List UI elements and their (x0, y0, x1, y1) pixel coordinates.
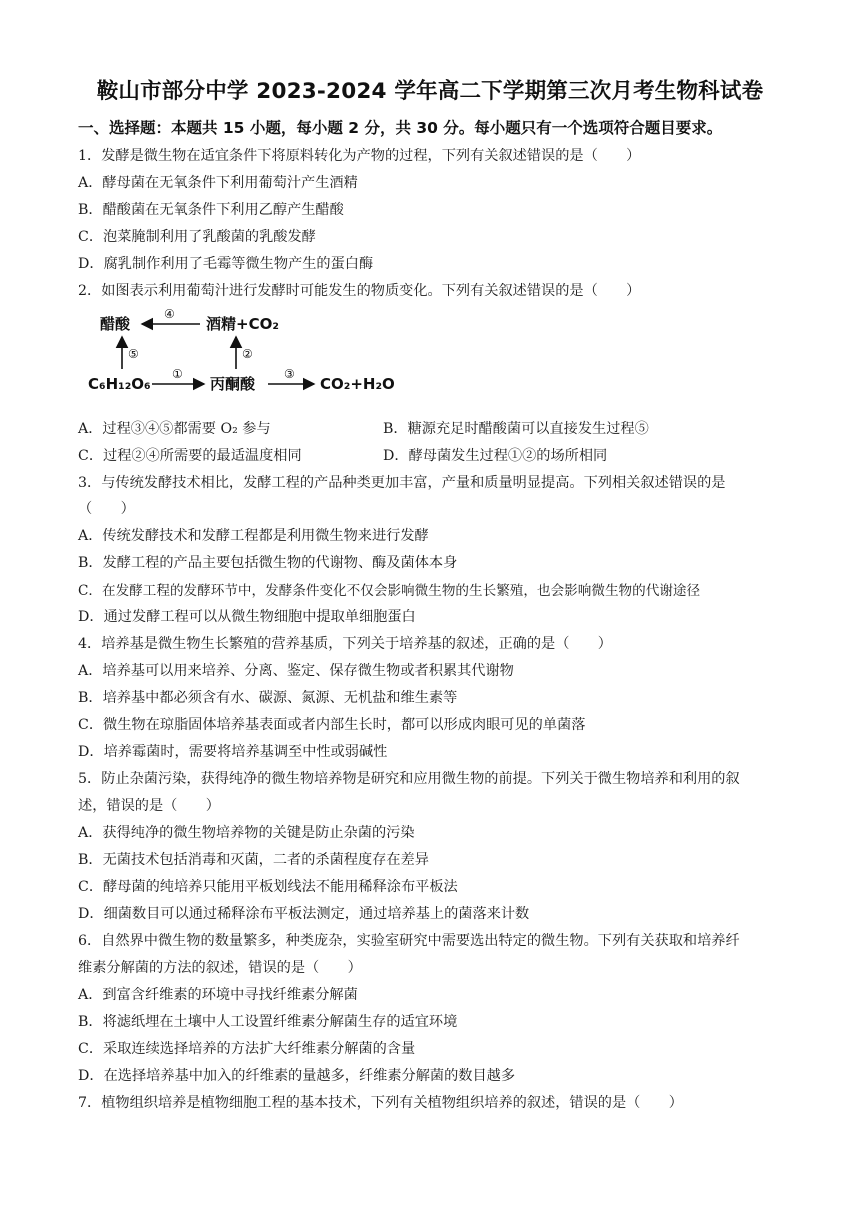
question-4-option-a: A．培养基可以用来培养、分离、鉴定、保存微生物或者积累其代谢物 (78, 663, 514, 679)
question-5-stem: 5．防止杂菌污染，获得纯净的微生物培养物是研究和应用微生物的前提。下列关于微生物培养和利用的叙 (78, 771, 740, 787)
diagram-label-pyruvate: 丙酮酸 (210, 375, 256, 393)
question-3-stem: 3．与传统发酵技术相比，发酵工程的产品种类更加丰富，产量和质量明显提高。下列相关叙述错误的是 (78, 475, 726, 491)
diagram-step-4-label: ④ (164, 307, 175, 321)
question-5-option-a: A．获得纯净的微生物培养物的关键是防止杂菌的污染 (78, 825, 415, 841)
question-7-stem: 7．植物组织培养是植物细胞工程的基本技术，下列有关植物组织培养的叙述，错误的是（ ） (78, 1095, 683, 1111)
question-6-option-b: B．将滤纸埋在土壤中人工设置纤维素分解菌生存的适宜环境 (78, 1014, 458, 1030)
question-4-option-d: D．培养霉菌时，需要将培养基调至中性或弱碱性 (78, 744, 388, 760)
diagram-label-co2-h2o: CO₂+H₂O (320, 375, 395, 393)
question-4-stem: 4．培养基是微生物生长繁殖的营养基质，下列关于培养基的叙述，正确的是（ ） (78, 636, 612, 652)
question-3-stem-continued: （ ） (78, 501, 135, 517)
question-3-option-b: B．发酵工程的产品主要包括微生物的代谢物、酶及菌体本身 (78, 555, 458, 571)
question-5-option-b: B．无菌技术包括消毒和灭菌，二者的杀菌程度存在差异 (78, 852, 429, 868)
question-6-stem-continued: 维素分解菌的方法的叙述，错误的是（ ） (78, 960, 362, 976)
question-2-stem: 2．如图表示利用葡萄汁进行发酵时可能发生的物质变化。下列有关叙述错误的是（ ） (78, 283, 641, 299)
question-3-option-a: A．传统发酵技术和发酵工程都是利用微生物来进行发酵 (78, 528, 429, 544)
question-1-stem: 1．发酵是微生物在适宜条件下将原料转化为产物的过程，下列有关叙述错误的是（ ） (78, 148, 641, 164)
question-2-option-b: B．糖源充足时醋酸菌可以直接发生过程⑤ (383, 421, 649, 437)
question-5-stem-continued: 述，错误的是（ ） (78, 798, 220, 814)
diagram-step-5-label: ⑤ (128, 347, 139, 361)
exam-title: 鞍山市部分中学 2023-2024 学年高二下学期第三次月考生物科试卷 (96, 79, 764, 104)
question-1-option-b: B．醋酸菌在无氧条件下利用乙醇产生醋酸 (78, 202, 344, 218)
diagram-label-alcohol-co2: 酒精+CO₂ (206, 315, 279, 333)
question-1-option-d: D．腐乳制作利用了毛霉等微生物产生的蛋白酶 (78, 256, 374, 272)
question-5-option-d: D．细菌数目可以通过稀释涂布平板法测定，通过培养基上的菌落来计数 (78, 906, 530, 922)
question-1-option-a: A．酵母菌在无氧条件下利用葡萄汁产生酒精 (78, 175, 358, 191)
question-6-stem: 6．自然界中微生物的数量繁多，种类庞杂，实验室研究中需要选出特定的微生物。下列有关获取和培养纤 (78, 933, 740, 949)
diagram-step-1-label: ① (172, 367, 183, 381)
section-heading: 一、选择题：本题共 15 小题，每小题 2 分，共 30 分。每小题只有一个选项符合题目要求。 (78, 119, 723, 137)
question-4-option-b: B．培养基中都必须含有水、碳源、氮源、无机盐和维生素等 (78, 690, 458, 706)
diagram-label-acetic-acid: 醋酸 (100, 315, 131, 333)
question-6-option-c: C．采取连续选择培养的方法扩大纤维素分解菌的含量 (78, 1041, 416, 1057)
question-3-option-c: C．在发酵工程的发酵环节中，发酵条件变化不仅会影响微生物的生长繁殖，也会影响微生物的代谢途径 (78, 583, 701, 599)
diagram-step-3-label: ③ (284, 367, 295, 381)
question-6-option-a: A．到富含纤维素的环境中寻找纤维素分解菌 (78, 987, 358, 1003)
fermentation-pathway-diagram (78, 305, 418, 401)
question-2-option-c: C．过程②④所需要的最适温度相同 (78, 448, 302, 464)
question-1-option-c: C．泡菜腌制利用了乳酸菌的乳酸发酵 (78, 229, 316, 245)
question-6-option-d: D．在选择培养基中加入的纤维素的量越多，纤维素分解菌的数目越多 (78, 1068, 516, 1084)
diagram-label-glucose: C₆H₁₂O₆ (88, 375, 151, 393)
question-4-option-c: C．微生物在琼脂固体培养基表面或者内部生长时，都可以形成肉眼可见的单菌落 (78, 717, 586, 733)
diagram-step-2-label: ② (242, 347, 253, 361)
question-2-option-a: A．过程③④⑤都需要 O₂ 参与 (78, 421, 271, 437)
question-5-option-c: C．酵母菌的纯培养只能用平板划线法不能用稀释涂布平板法 (78, 879, 458, 895)
question-3-option-d: D．通过发酵工程可以从微生物细胞中提取单细胞蛋白 (78, 609, 416, 625)
question-2-option-d: D．酵母菌发生过程①②的场所相同 (383, 448, 608, 464)
